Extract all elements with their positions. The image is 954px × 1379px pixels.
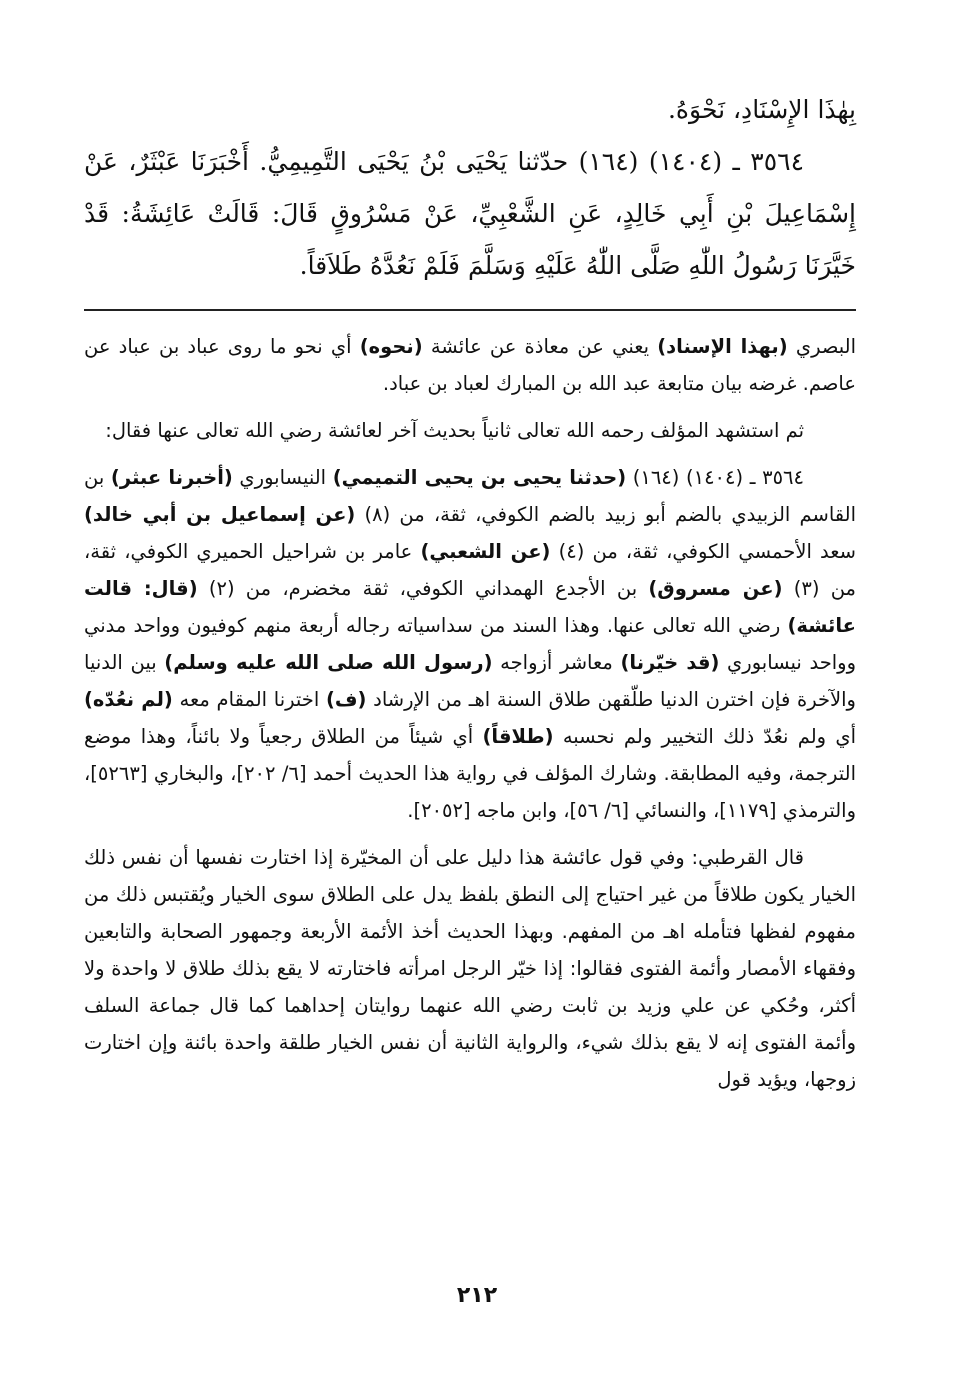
bold-quote: (لم نعُدّه) [84,688,173,711]
book-page [84,84,856,1108]
text-run: أي ولم نعُدّ ذلك التخيير ولم نحسبه [553,725,857,748]
bold-quote: (قد خيّرنا) [620,651,720,674]
text-run: أي شيئاً من الطلاق رجعياً ولا بائناً، وهذا موضع الترجمة، وفيه المطابقة. وشارك المؤلف في رواية هذا الحديث أحمد [٦/ ٢٠٢]، والبخاري [٥٢٦٣]، والترمذي [١١٧٩]، والنسائي [٦/ ٥٦]، وابن ماجه [٢٠٥٢]. [84,725,856,822]
matn-line-1: بِهٰذَا الإِسْنَادِ، نَحْوَهُ. [667,95,856,124]
commentary-paragraph-4 [84,839,856,1098]
bold-quote: (عن مسروق) [648,577,783,600]
bold-quote: (عن الشعبي) [420,540,551,563]
text-run: يعني عن معاذة عن عائشة [422,335,658,358]
bold-quote: (بهذا الإسناد) [657,335,788,358]
commentary-paragraph-3 [84,459,856,829]
commentary [84,328,856,1098]
bold-quote: (نحوه) [359,335,423,358]
page-number: ٢١٢ [456,1283,498,1308]
bold-quote: (أخبرنا عبثر) [110,466,233,489]
text-run: اخترنا المقام معه [172,688,326,711]
text-run: قال القرطبي: وفي قول عائشة هذا دليل على أن المخيّرة إذا اختارت نفسها أن نفس ذلك الخيار يكون طلاقاً من غير احتياج إلى النطق بلفظ يدل على الطلاق سوى الخيار ويُقتبس ذلك من مفهوم لفظها فتأمله اهـ من المفهم. وبهذا الحديث أخذ الأئمة الأربعة وجمهور الصحابة والتابعين وفقهاء الأمصار وأئمة الفتوى فقالوا: إذا خيّر الرجل امرأته فاختارته لا يقع بذلك طلاق لا واحدة ولا أكثر، وحُكي عن علي وزيد بن ثابت رضي الله عنهما روايتان إحداهما كما قال جماعة السلف وأئمة الفتوى إنه لا يقع بذلك شيء، والرواية الثانية أن نفس الخيار طلقة واحدة بائنة وإن اختارت زوجها، ويؤيد قول [84,846,856,1091]
commentary-paragraph-1 [84,328,856,402]
text-run: رضي الله تعالى عنها. وهذا السند من سداسياته رجاله أربعة منهم كوفيون وواحد مدني وواحد نيسابوري [84,614,857,674]
text-run: البصري [787,335,856,358]
text-run: النيسابوري [232,466,333,489]
bold-quote: (ف) [325,688,367,711]
text-run: بين الدنيا والآخرة فإن اخترن الدنيا طلّقهن طلاق السنة اهـ من الإرشاد [84,651,856,711]
text-run: ثم استشهد المؤلف رحمه الله تعالى ثانياً بحديث آخر لعائشة رضي الله تعالى عنها فقال: [105,419,804,442]
text-run: بن القاسم الزبيدي بالضم أبو زبيد بالضم الكوفي، ثقة، من (٨) [84,466,857,526]
text-run: سعد الأحمسي الكوفي، ثقة، من (٤) [550,540,857,563]
text-run: بن الأجدع الهمداني الكوفي، ثقة مخضرم، من (٢) [197,577,649,600]
text-run: معاشر أزواجه [492,651,621,674]
bold-quote: (رسول الله صلى الله عليه وسلم) [164,651,493,674]
bold-quote: (قال: قالت عائشة) [84,577,856,637]
text-run: ٣٥٦٤ ـ (١٤٠٤) (١٦٤) [626,466,804,489]
text-run: أي نحو ما روى عباد بن عباد عن عاصم. غرضه بيان متابعة عبد الله بن المبارك لعباد بن عباد. [84,335,856,395]
hadith-text [84,84,856,292]
bold-quote: (حدثنا يحيى بن يحيى التميمي) [332,466,627,489]
bold-quote: (طلاقاً) [482,725,554,748]
bold-quote: (عن إسماعيل بن أبي خالد) [84,503,356,526]
separator-rule [84,309,856,311]
matn-hadith: ٣٥٦٤ ـ (١٤٠٤) (١٦٤) حدّثنا يَحْيَى بْنُ يَحْيَى التَّمِيمِيُّ. أَخْبَرَنَا عَبْثَرٌ، عَنْ إِسْمَاعِيلَ بْنِ أَبِي خَالِدٍ، عَنِ الشَّعْبِيِّ، عَنْ مَسْرُوقٍ قَالَ: قَالَتْ عَائِشَةُ: قَدْ خَيَّرَنَا رَسُولُ اللّٰهِ صَلَّى اللّٰهُ عَلَيْهِ وَسَلَّمَ فَلَمْ نَعُدَّهُ طَلاَقاً. [84,147,856,280]
text-run: عامر بن شراحيل الحميري الكوفي، ثقة، من (٣) [84,540,856,600]
commentary-paragraph-2 [84,412,856,449]
